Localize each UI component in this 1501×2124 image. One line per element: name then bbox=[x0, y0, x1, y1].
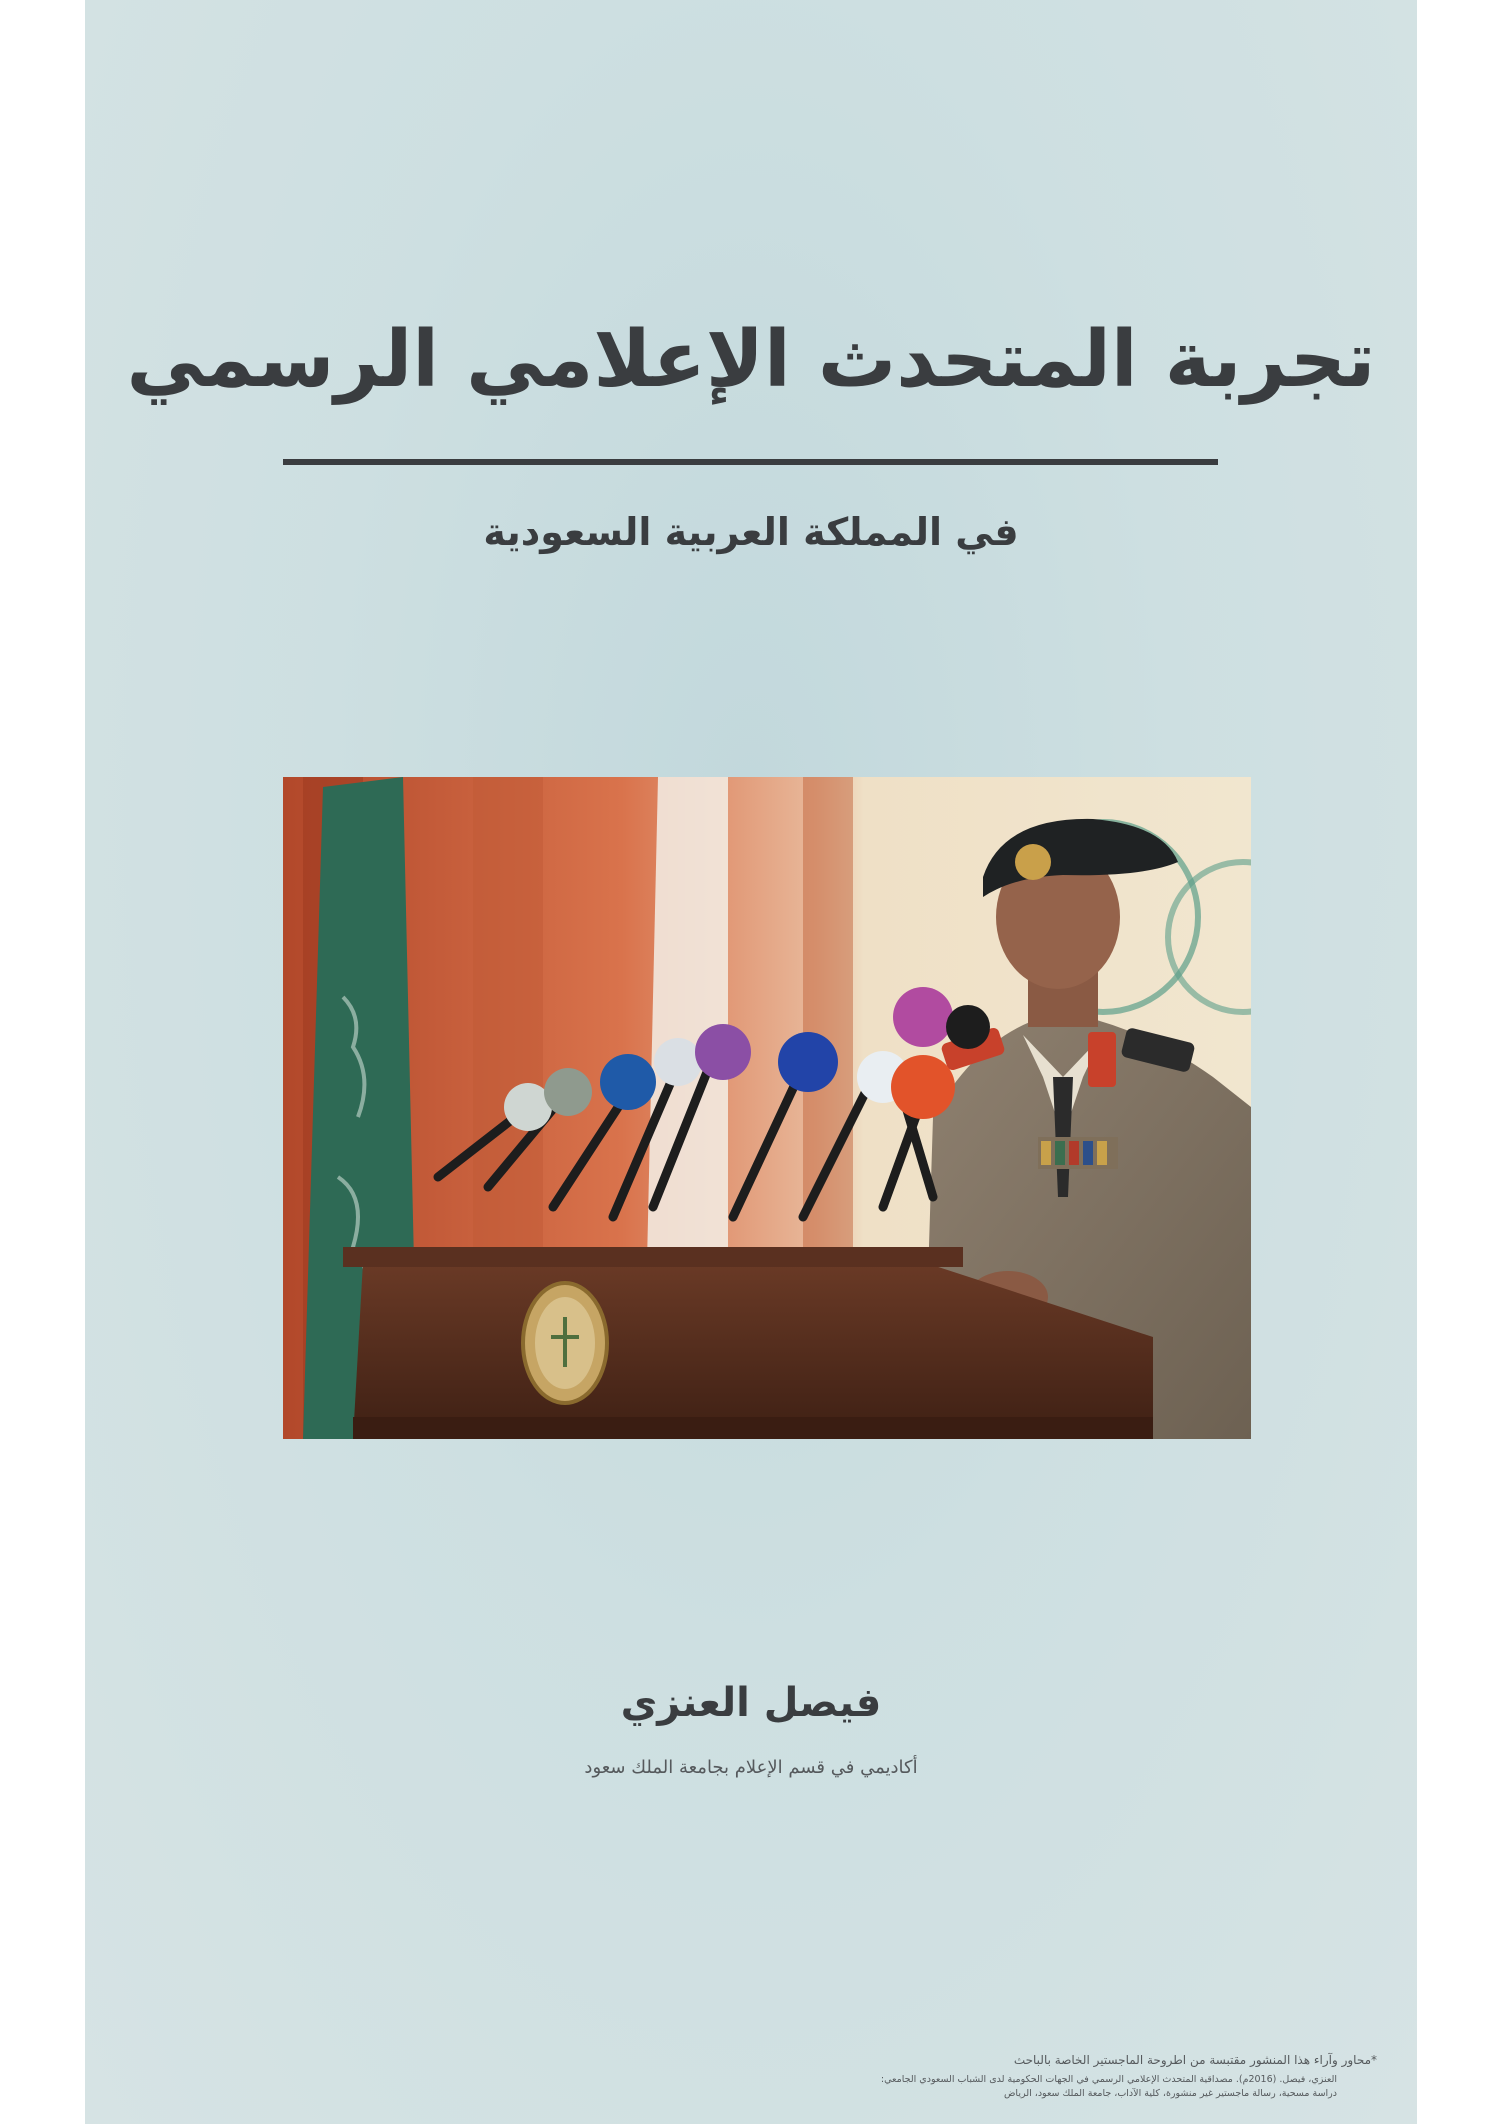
title-divider bbox=[283, 459, 1218, 465]
cover-subtitle: في المملكة العربية السعودية bbox=[483, 510, 1019, 554]
footnote-main: *محاور وآراء هذا المنشور مقتبسة من اطروحة الماجستير الخاصة بالباحث bbox=[1013, 2053, 1377, 2067]
author-affiliation: أكاديمي في قسم الإعلام بجامعة الملك سعود bbox=[584, 1757, 918, 1778]
cover-title: تجربة المتحدث الإعلامي الرسمي bbox=[126, 315, 1376, 405]
source-footnote bbox=[857, 2052, 1377, 2101]
book-cover bbox=[85, 0, 1417, 2124]
author-name: فيصل العنزي bbox=[620, 1680, 882, 1726]
press-conference-photo bbox=[283, 777, 1251, 1439]
footnote-reference: العنزي، فيصل. (2016م). مصداقية المتحدث الإعلامي الرسمي في الجهات الحكومية لدى الشباب السعودي الجامعي: دراسة مسحية، رسالة ماجستير غير منشورة، كلية الآداب، جامعة الملك سعود، الرياض bbox=[880, 2074, 1337, 2100]
